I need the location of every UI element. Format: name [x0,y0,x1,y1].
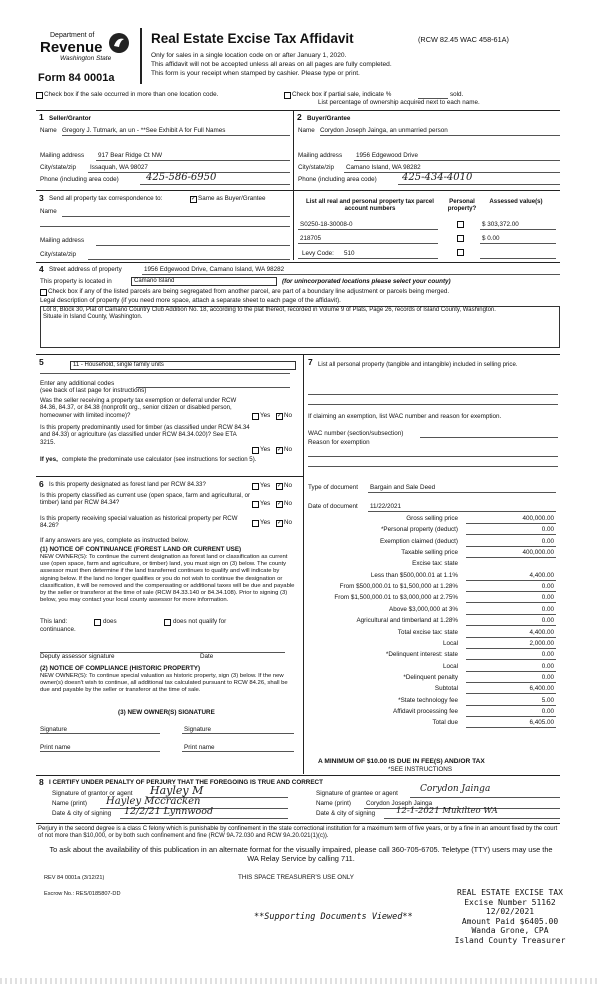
grantor-signature-image: Hayley M [150,784,204,797]
tax-row-label: Taxable selling price [401,549,458,557]
located-in-label: This property is located in [40,278,112,285]
tax-row-line [466,671,556,672]
section-4-number: 4 [39,264,44,274]
grantor-signature-label: Signature of grantor or agent [52,790,133,797]
same-as-buyer-label: Same as Buyer/Grantee [198,195,266,202]
tax-row-label: Affidavit processing fee [393,707,458,715]
notice-continuance-text: NEW OWNER(S): To continue the current designation as forest land or classification as current use (open space, farm and agriculture, or timber) land, you must sign on (3) below. The county assessor must then determine if the land transferred continues to qualify and will indicate by signing below. If the land no longer qualifies or you do not wish to continue the designation or classification, it will be removed and the compensating or additional taxes will be due and payable by the seller or transferor at the time of sale (RCW 84.33.140 or 84.34.108). Prior to signing (3) below, you may contact your local county assessor for more information. [40,554,295,604]
perjury-warning: Perjury in the second degree is a class C felony which is punishable by confinement in the state correctional institution for a maximum term of five years, or by a fine in an amount fixed by the court of not more than $10,000, or by both such confinement and fine (RCW 9A.72.030 and RCW 9A.20.021(1)(c)). [38,826,558,840]
dept-line3: Washington State [60,55,112,62]
grantee-signature-label: Signature of grantee or agent [316,790,398,797]
new-owner-signature-title: (3) NEW OWNER(S) SIGNATURE [118,709,215,716]
wa-seal-icon [108,32,130,54]
grantor-name: Hayley Mccracken [106,796,201,807]
stamp-line: Island County Treasurer [454,935,566,945]
grantee-signature-image: Corydon Jainga [420,784,491,794]
tax-row-label: Total due [432,719,458,727]
minimum-due-notice: A MINIMUM OF $10.00 IS DUE IN FEE(S) AND/OR TAX [318,758,485,765]
street-address-label: Street address of property [49,266,122,273]
tax-row-label: Gross selling price [406,515,458,522]
tax-row-line [466,546,556,547]
header-note-2: This affidavit will not be accepted unless all areas on all pages are fully completed. [151,61,392,68]
seller-name-label: Name [40,127,57,134]
predominate-use-note: complete the predominate use calculator (see instructions for section 5). [62,456,257,463]
location-select[interactable]: Camano Island [131,277,277,286]
tax-row-line [466,534,556,535]
tax-row-line [466,693,556,694]
buyer-city: Camano Island, WA 98282 [346,164,421,171]
revenue-logo [38,30,134,64]
section-2-number: 2 [297,112,302,122]
if-any-yes: If any answers are yes, complete as instructed below. [40,537,190,544]
tax-row-line [466,602,556,603]
tax-row-line [466,682,556,683]
unincorporated-note: (for unincorporated locations please select your county) [282,278,451,285]
sold-label: sold. [450,91,464,98]
corr-name-label: Name [40,208,57,215]
legal-description-box [40,306,560,348]
dept-line2: Revenue [40,39,103,56]
parcels-header: List all real and personal property tax parcel account numbers [305,198,434,213]
tax-row-line [466,580,556,581]
legal-situate: Situate in Island County, Washington. [43,314,143,320]
dept-line1: Department of [50,32,95,39]
timber-question: Is this property predominantly used for timber (as classified under RCW 84.34 and 84.33) or agriculture (as classified under RCW 84.34.020)? See ETA 3215. [40,424,250,446]
tax-row-value: 0.00 [541,617,554,625]
q6c-no-label: No [284,519,293,526]
tax-row-line [466,727,556,728]
tax-row-value: 0.00 [541,526,554,534]
escrow-number: Escrow No.: RES/0185807-DD [44,891,121,897]
tax-row-line [466,523,556,524]
assessed-value-header: Assessed value(s) [489,198,543,205]
same-as-buyer-checkbox[interactable]: ✓ [191,196,197,202]
tax-row-value: 400,000.00 [522,515,554,522]
tax-row-value: 2,000.00 [529,639,554,647]
does-not-checkbox[interactable] [164,619,171,626]
q1-yes-checkbox[interactable] [252,413,259,420]
tax-row-value: 0.00 [541,537,554,545]
q6a-no-label: No [284,482,293,489]
stamp-line: Amount Paid $6405.00 [461,916,559,926]
q2-yes-label: Yes [260,446,271,453]
document-type: Bargain and Sale Deed [370,484,436,491]
tax-row-label: Above $3,000,000 at 3% [389,605,458,613]
seller-mailing-label: Mailing address [40,152,85,159]
tax-row-label: *Delinquent interest: state [385,651,458,659]
parcel-number: S0250-18-30008-0 [300,221,353,228]
personal-property-checkbox[interactable] [457,221,464,228]
seller-heading: Seller/Grantor [49,115,91,122]
tax-row-label: Agricultural and timberland at 1.28% [356,617,458,625]
additional-codes-label: Enter any additional codes [40,380,115,387]
seller-mailing: 917 Bear Ridge Ct NW [98,152,163,159]
tax-row-label: *State technology fee [398,696,458,704]
tax-row-value: 0.00 [541,583,554,591]
print-name-label: Print name [184,744,215,751]
print-name-label: Print name [40,744,71,751]
tax-row-line [466,705,556,706]
section-3-number: 3 [39,193,44,203]
buyer-city-label: City/state/zip [298,164,335,171]
tax-row-value: 0.00 [541,594,554,602]
stamp-line: Excise Number 51162 [464,897,556,907]
signature-label: Signature [184,726,211,733]
q6a-yes-checkbox[interactable] [252,483,259,490]
buyer-mailing-label: Mailing address [298,152,343,159]
deputy-assessor-label: Deputy assessor signature [40,653,115,660]
corr-city-label: City/state/zip [40,251,77,258]
if-yes-bold: If yes, [40,456,58,463]
tax-row-value: 400,000.00 [522,549,554,557]
q6b-no-label: No [284,500,293,507]
notice-continuance-title: (1) NOTICE OF CONTINUANCE (FOREST LAND OR CURRENT USE) [40,546,242,553]
grantor-name-label: Name (print) [52,800,87,807]
q2-yes-checkbox[interactable] [252,447,259,454]
certify-statement: I CERTIFY UNDER PENALTY OF PERJURY THAT THE FOREGOING IS TRUE AND CORRECT [49,779,323,786]
segregated-checkbox[interactable] [40,289,47,296]
notice-compliance-title: (2) NOTICE OF COMPLIANCE (HISTORIC PROPERTY) [40,665,201,672]
tax-row-label: Excise tax: state [412,560,458,568]
personal-property-checkbox[interactable] [457,249,464,256]
document-date: 11/22/2021 [370,503,402,510]
q6a-yes-label: Yes [260,482,271,489]
tax-row-label: *Delinquent penalty [403,673,458,681]
forest-land-question: Is this property designated as forest land per RCW 84.33? [49,481,206,488]
tax-row-label: Subtotal [434,685,458,693]
q1-no-checkbox[interactable]: ✓ [277,413,283,419]
section-8-number: 8 [39,777,44,787]
tax-row-label: Total excise tax: state [397,628,458,636]
seller-name: Gregory J. Tutmark, an un - **See Exhibit A for Full Names [62,127,226,134]
rev-number: REV 84 0001a (3/12/21) [44,875,105,881]
treasurer-use-label: THIS SPACE TREASURER'S USE ONLY [238,874,354,881]
seller-phone-label: Phone (including area code) [40,176,119,183]
page-title: Real Estate Excise Tax Affidavit [151,31,354,46]
tax-row-label: Exemption claimed (deduct) [379,537,458,545]
reason-label: Reason for exemption [308,439,370,446]
supporting-documents-note: **Supporting Documents Viewed** [254,912,413,922]
tax-row-label: Local [442,662,458,670]
wac-label: WAC number (section/subsection) [308,430,404,437]
header-note-3: This form is your receipt when stamped by cashier. Please type or print. [151,70,360,77]
see-instructions: *SEE INSTRUCTIONS [388,766,453,773]
does-checkbox[interactable] [94,619,101,626]
tax-row-label: Local [442,639,458,647]
multi-location-checkbox[interactable] [36,92,43,99]
q6b-yes-checkbox[interactable] [252,501,259,508]
legal-description: Lot 8, Block 30, Plat of Camano Country Club Addition No. 18, according to the plat thereof, recorded in Volume 9 of Plats, Page 26, records of Island County, Washington. [43,307,496,313]
rcw-reference: (RCW 82.45 WAC 458-61A) [418,35,509,44]
buyer-heading: Buyer/Grantee [307,115,351,122]
section-6-number: 6 [39,479,44,489]
grantee-date-city: 12-1-2021 Mukilteo WA [396,806,498,816]
corr-mailing-label: Mailing address [40,237,85,244]
q1-yes-label: Yes [260,412,271,419]
treasurer-receipt-stamp [440,888,580,945]
seller-phone: 425-586-6950 [146,172,217,183]
alternate-format-note: To ask about the availability of this publication in an alternate format for the visually impaired, please call 360-705-6705. Teletype (TTY) users may use the WA Relay Service by calling 711. [49,845,553,863]
stamp-line: Wanda Grone, CPA [471,926,549,935]
scan-edge-noise [0,978,600,984]
tax-row-line [466,614,556,615]
document-date-label: Date of document [308,503,358,510]
tax-row-value: 0.00 [541,707,554,715]
exemption-question: Was the seller receiving a property tax exemption or deferral under RCW 84.36, 84.37, or 84.38 (nonprofit org., senior citizen or disabled person, homeowner with limited income)? [40,397,237,419]
notice-compliance-text: NEW OWNER(S): To continue special valuation as historic property, sign (3) below. If the new owner(s) doesn't wish to continue, all additional tax calculated pursuant to RCW 84.26, shall be due and payable by the seller or transferor at the time of sale. [40,673,288,694]
partial-sale-label: Check box if partial sale, indicate % [292,91,392,98]
personal-property-list-label: List all personal property (tangible and intangible) included in selling price. [318,361,518,368]
stamp-line: 12/02/2021 [485,907,535,916]
grantee-name-label: Name (print) [316,800,351,807]
street-address: 1956 Edgewood Drive, Camano Island, WA 98282 [144,266,285,273]
tax-row-line [466,591,556,592]
tax-row-line [466,648,556,649]
grantor-date-label: Date & city of signing [52,810,112,817]
q6c-yes-label: Yes [260,519,271,526]
tax-row-value: 0.00 [541,662,554,670]
buyer-name-label: Name [298,127,315,134]
buyer-mailing: 1956 Edgewood Drive [356,152,418,159]
section-5-number: 5 [39,357,44,367]
levy-code-label: Levy Code: [302,250,334,257]
q1-no-label: No [284,412,293,419]
this-land-label: This land: [40,618,68,625]
grantee-date-label: Date & city of signing [316,810,376,817]
section-1-number: 1 [39,112,44,122]
deputy-date-label: Date [200,653,214,660]
personal-property-header: Personal property? [447,198,477,213]
assessed-value: $ 0.00 [482,235,500,242]
personal-property-checkbox[interactable] [457,235,464,242]
header-note-1: Only for sales in a single location code on or after January 1, 2020. [151,52,347,59]
tax-row-line [466,637,556,638]
buyer-phone: 425-434-4010 [402,172,473,183]
tax-row-value: 6,405.00 [529,719,554,727]
partial-sale-checkbox[interactable] [284,92,291,99]
parcel-number: 218705 [300,235,322,242]
tax-row-line [466,716,556,717]
continuance-label: continuance. [40,626,76,633]
use-code-select[interactable]: 11 - Household, single family units [70,361,296,370]
grantee-name: Corydon Joseph Jainga [366,800,433,807]
tax-row-line [466,557,556,558]
current-use-question: Is this property classified as current use (open space, farm and agricultural, or timber) land per RCW 84.34? [40,492,250,507]
tax-row-value: 5.00 [541,696,554,704]
ownership-note: List percentage of ownership acquired next to each name. [318,99,480,106]
document-type-label: Type of document [308,484,359,491]
stamp-line: REAL ESTATE EXCISE TAX [457,888,563,897]
tax-row-line [466,625,556,626]
tax-row-value: 6,400.00 [529,685,554,693]
levy-code: 510 [344,250,355,257]
tax-row-value: 0.00 [541,651,554,659]
q6a-no-checkbox[interactable]: ✓ [277,483,283,489]
tax-row-value: 0.00 [541,673,554,681]
exemption-claim-label: If claiming an exemption, list WAC number and reason for exemption. [308,413,502,420]
buyer-name: Corydon Joseph Jainga, an unmarried person [320,127,448,134]
tax-row-label: *Personal property (deduct) [380,526,458,534]
legal-description-label: Legal description of property (if you need more space, attach a separate sheet to each page of the affidavit). [40,297,341,304]
q6c-yes-checkbox[interactable] [252,520,259,527]
tax-row-value: 4,400.00 [529,628,554,636]
does-label: does [103,618,117,625]
tax-row-value: 0.00 [541,605,554,613]
correspondence-label: Send all property tax correspondence to: [49,195,163,202]
tax-row-label: Less than $500,000.01 at 1.1% [370,571,458,579]
q6c-no-checkbox[interactable]: ✓ [277,520,283,526]
q2-no-label: No [284,446,293,453]
multi-location-label: Check box if the sale occurred in more than one location code. [44,91,219,98]
see-back-label: (see back of last page for instructions) [40,387,147,394]
q6b-yes-label: Yes [260,500,271,507]
form-number: Form 84 0001a [38,72,115,84]
does-not-label: does not qualify for [173,618,227,625]
q2-no-checkbox[interactable]: ✓ [277,447,283,453]
segregated-label: Check box if any of the listed parcels are being segregated from another parcel, are part of a boundary line adjustment or parcels being merged. [48,288,450,295]
signature-label: Signature [40,726,67,733]
tax-row-label: From $500,000.01 to $1,500,000 at 1.28% [339,583,458,591]
grantor-date-city: 12/2/21 Lynnwood [124,806,214,817]
buyer-phone-label: Phone (including area code) [298,176,377,183]
tax-row-label: From $1,500,000.01 to $3,000,000 at 2.75% [334,594,458,602]
tax-row-line [466,659,556,660]
tax-row-value: 4,400.00 [529,571,554,579]
assessed-value: $ 303,372.00 [482,221,519,228]
seller-city: Issaquah, WA 98027 [90,164,148,171]
seller-city-label: City/state/zip [40,164,77,171]
section-7-number: 7 [308,357,313,367]
historical-question: Is this property receiving special valuation as historical property per RCW 84.26? [40,515,238,530]
q6b-no-checkbox[interactable]: ✓ [277,501,283,507]
